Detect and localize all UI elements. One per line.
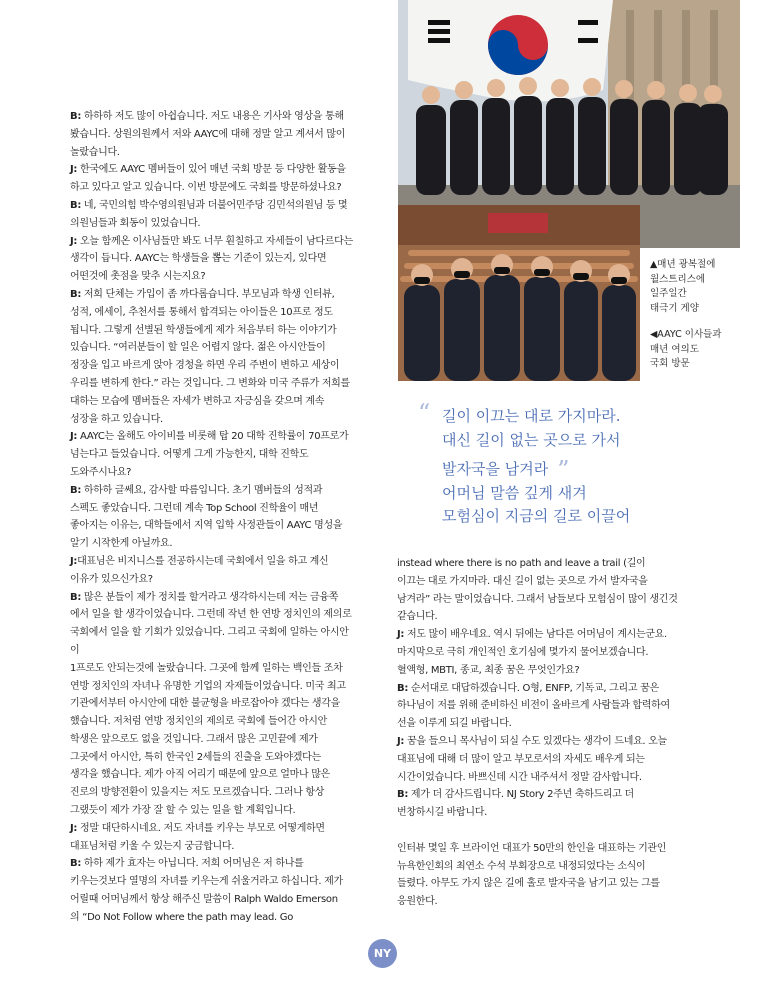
article-line: 응원한다. bbox=[397, 896, 438, 908]
article-line: 이유가 있으신가요? bbox=[70, 573, 153, 585]
article-line: 연방 정치인의 자녀나 유명한 기업의 자제들이었습니다. 미국 최고 bbox=[70, 680, 346, 692]
article-line: 우리를 변하게 한다.” 라는 것입니다. 그 변화와 미국 주류가 저희를 bbox=[70, 377, 350, 389]
article-line: 도와주시나요? bbox=[70, 466, 132, 478]
quote-line: 발자국을 남겨라 bbox=[442, 460, 549, 478]
article-line: 알기 시작한게 아닐까요. bbox=[70, 538, 173, 550]
article-line: J: 한국에도 AAYC 멤버들이 있어 매년 국회 방문 등 다양한 활동을 bbox=[70, 164, 346, 176]
article-line: 생각이 듭니다. AAYC는 학생들을 뽑는 기준이 있는지, 있다면 bbox=[70, 253, 327, 265]
article-line: 1프로도 안되는것에 놀랐습니다. 그곳에 함께 일하는 백인들 조차 bbox=[70, 662, 343, 674]
article-right-column bbox=[397, 555, 687, 911]
article-line: 시간이었습니다. 바쁘신데 시간 내주셔서 정말 감사합니다. bbox=[397, 771, 642, 783]
article-line: J:대표님은 비지니스를 전공하시는데 국회에서 일을 하고 계신 bbox=[70, 555, 329, 567]
article-line: 됩니다. 그렇게 선별된 학생들에게 제가 처음부터 하는 이야기가 bbox=[70, 324, 337, 336]
article-line: 그랬듯이 제가 가장 잘 할 수 있는 일을 할 계획입니다. bbox=[70, 805, 296, 817]
article-line: 생각을 했습니다. 제가 아직 어리기 때문에 앞으로 얼마나 많은 bbox=[70, 769, 330, 781]
article-line: 남겨라” 라는 말이었습니다. 그래서 남들보다 모험심이 많이 생긴것 bbox=[397, 593, 678, 605]
caption-line: 태극기 게양 bbox=[650, 302, 699, 314]
caption-line: 월스트리스에 bbox=[650, 273, 706, 285]
article-line: 선을 이루게 되길 바랍니다. bbox=[397, 718, 512, 730]
article-line: 대하는 모습에 멤버들은 자세가 변하고 자긍심을 갖으며 계속 bbox=[70, 395, 325, 407]
article-line: 국회에서 일을 할 기회가 있었습니다. 그리고 국회에 일하는 아시안이 bbox=[70, 627, 349, 656]
caption-assembly-visit bbox=[650, 328, 750, 372]
article-left-column bbox=[70, 108, 355, 927]
article-line: 기관에서부터 아시안에 대한 불균형을 바로잡아야 겠다는 생각을 bbox=[70, 698, 340, 710]
quote-line: 대신 길이 없는 곳으로 가서 bbox=[442, 430, 621, 449]
quote-line: 모험심이 지금의 길로 이끌어 bbox=[442, 507, 631, 525]
article-line: 들렸다. 아무도 가지 않은 길에 홀로 발자국을 남기고 있는 그를 bbox=[397, 878, 660, 890]
article-line: 그곳에서 아시안, 특히 한국인 2세들의 진출을 도와야겠다는 bbox=[70, 751, 321, 763]
article-line: J: 오늘 함께온 이사님들만 봐도 너무 훤칠하고 자세들이 남다르다는 bbox=[70, 235, 353, 247]
article-line: 했습니다. 저처럼 연방 정치인의 제의로 국회에 들어간 아시안 bbox=[70, 716, 328, 728]
article-line: 어떤것에 촛점을 맞추 시는지요? bbox=[70, 271, 206, 283]
article-line: 같습니다. bbox=[397, 611, 438, 623]
article-line: 의원님들과 회동이 있었습니다. bbox=[70, 217, 201, 229]
caption-line: 국회 방문 bbox=[650, 358, 690, 369]
article-line: 이끄는 대로 가지마라. 대신 길이 없는 곳으로 가서 발자국을 bbox=[397, 575, 648, 587]
page-badge: NY bbox=[368, 939, 397, 968]
article-line: 정장을 입고 바르게 앉아 경청을 하면 우리 주변이 변하고 세상이 bbox=[70, 360, 340, 372]
article-line: 대표님에 대해 더 많이 알고 부모로서의 자세도 배우게 되는 bbox=[397, 753, 645, 765]
close-quote-mark: ” bbox=[557, 456, 570, 484]
article-line: 스펙도 좋았습니다. 그런데 계속 Top School 진학율이 매년 bbox=[70, 502, 319, 514]
photo-national-assembly-visit bbox=[398, 205, 640, 381]
article-line: 뉴욕한인회의 최연소 수석 부회장으로 내정되었다는 소식이 bbox=[397, 860, 646, 872]
article-line: 인터뷰 몇일 후 브라이언 대표가 50만의 한인을 대표하는 기관인 bbox=[397, 842, 667, 854]
caption-line: ◀AAYC 이사들과 bbox=[650, 329, 722, 340]
article-line: instead where there is no path and leave a trail (길이 bbox=[397, 558, 646, 569]
article-line: 넘는다고 들었습니다. 어떻게 그게 가능한지, 대학 진학도 bbox=[70, 449, 309, 461]
article-line: 혈액형, MBTI, 종교, 최종 꿈은 무엇인가요? bbox=[397, 664, 580, 676]
article-line: B: 하하하 저도 많이 아쉽습니다. 저도 내용은 기사와 영상을 통해 bbox=[70, 111, 344, 122]
article-line: 번창하시길 바랍니다. bbox=[397, 807, 487, 819]
article-line: 어릴때 어머님께서 항상 해주신 말씀이 Ralph Waldo Emerson bbox=[70, 894, 338, 906]
article-line: 좋아지는 이유는, 대학들에서 지역 입학 사정관들이 AAYC 명성을 bbox=[70, 520, 343, 532]
article-line: 성장을 하고 있습니다. bbox=[70, 413, 163, 425]
article-line bbox=[397, 822, 687, 840]
article-line: B: 많은 분들이 제가 정치를 할거라고 생각하시는데 저는 금융쪽 bbox=[70, 591, 339, 603]
caption-flag-ceremony bbox=[650, 258, 750, 316]
article-line: 있습니다. “여러분들이 할 일은 어렵지 않다. 젊은 아시안들이 bbox=[70, 342, 326, 354]
caption-line: 일주일간 bbox=[650, 288, 687, 299]
caption-line: ▲매년 광복절에 bbox=[650, 259, 716, 270]
article-line: 하나님이 저를 위해 준비하신 비전이 올바르게 사람들과 합력하여 bbox=[397, 700, 670, 712]
article-line: B: 하하하 글쎄요, 감사할 따름입니다. 초기 멤버들의 성적과 bbox=[70, 484, 323, 496]
quote-line: 어머님 말씀 깊게 새겨 bbox=[442, 483, 587, 502]
article-line: 진로의 방향전환이 있을지는 저도 모르겠습니다. 그러나 항상 bbox=[70, 787, 325, 799]
article-line: 학생은 앞으로도 없을 것입니다. 그래서 많은 고민끝에 제가 bbox=[70, 733, 318, 745]
article-line: B: 저희 단체는 가입이 좀 까다롭습니다. 부모님과 학생 인터뷰, bbox=[70, 288, 335, 300]
pull-quote bbox=[418, 399, 708, 529]
assembly-visit-illustration bbox=[398, 205, 640, 381]
caption-line: 매년 여의도 bbox=[650, 343, 699, 355]
article-line: 의 “Do Not Follow where the path may lead. Go bbox=[70, 911, 294, 923]
article-line: J: 꿈을 들으니 목사님이 되실 수도 있겠다는 생각이 드네요. 오늘 bbox=[397, 735, 667, 747]
article-line: B: 하하 제가 효자는 아닙니다. 저희 어머님은 저 하나를 bbox=[70, 858, 304, 870]
open-quote-mark: “ bbox=[418, 399, 431, 427]
article-line: B: 네, 국민의힘 박수영의원님과 더불어민주당 김민석의원님 등 몇 bbox=[70, 199, 348, 211]
article-line: 놀랐습니다. bbox=[70, 146, 120, 158]
article-line: B: 순서대로 대답하겠습니다. O형, ENFP, 기독교, 그리고 꿈은 bbox=[397, 682, 659, 694]
article-line: 마지막으로 극히 개인적인 호기심에 몇가지 물어보겠습니다. bbox=[397, 646, 649, 658]
article-line: J: AAYC는 올해도 아이비를 비롯해 탑 20 대학 진학률이 70프로가 bbox=[70, 431, 349, 443]
article-line: J: 저도 많이 배우네요. 역시 뒤에는 남다른 어머님이 계시는군요. bbox=[397, 629, 667, 641]
article-line: B: 제가 더 감사드립니다. NJ Story 2주년 축하드리고 더 bbox=[397, 789, 634, 801]
article-line: J: 정말 대단하시네요. 저도 자녀를 키우는 부모로 어떻게하면 bbox=[70, 822, 325, 834]
quote-line: 길이 이끄는 대로 가지마라. bbox=[442, 407, 621, 425]
article-line: 봤습니다. 상원의원께서 저와 AAYC에 대해 정말 알고 계셔서 많이 bbox=[70, 128, 346, 140]
article-line: 하고 있다고 알고 있습니다. 이번 방문에도 국회를 방문하셨나요? bbox=[70, 182, 342, 194]
article-line: 대표님처럼 키울 수 있는지 궁금합니다. bbox=[70, 840, 235, 852]
article-line: 에서 일을 할 생각이었습니다. 그런데 작년 한 연방 정치인의 제의로 bbox=[70, 609, 352, 621]
article-line: 키우는것보다 열명의 자녀를 키우는게 쉬울거라고 하십니다. 제가 bbox=[70, 876, 343, 888]
article-line: 성적, 에세이, 추천서를 통해서 합격되는 아이들은 10프로 정도 bbox=[70, 306, 333, 318]
